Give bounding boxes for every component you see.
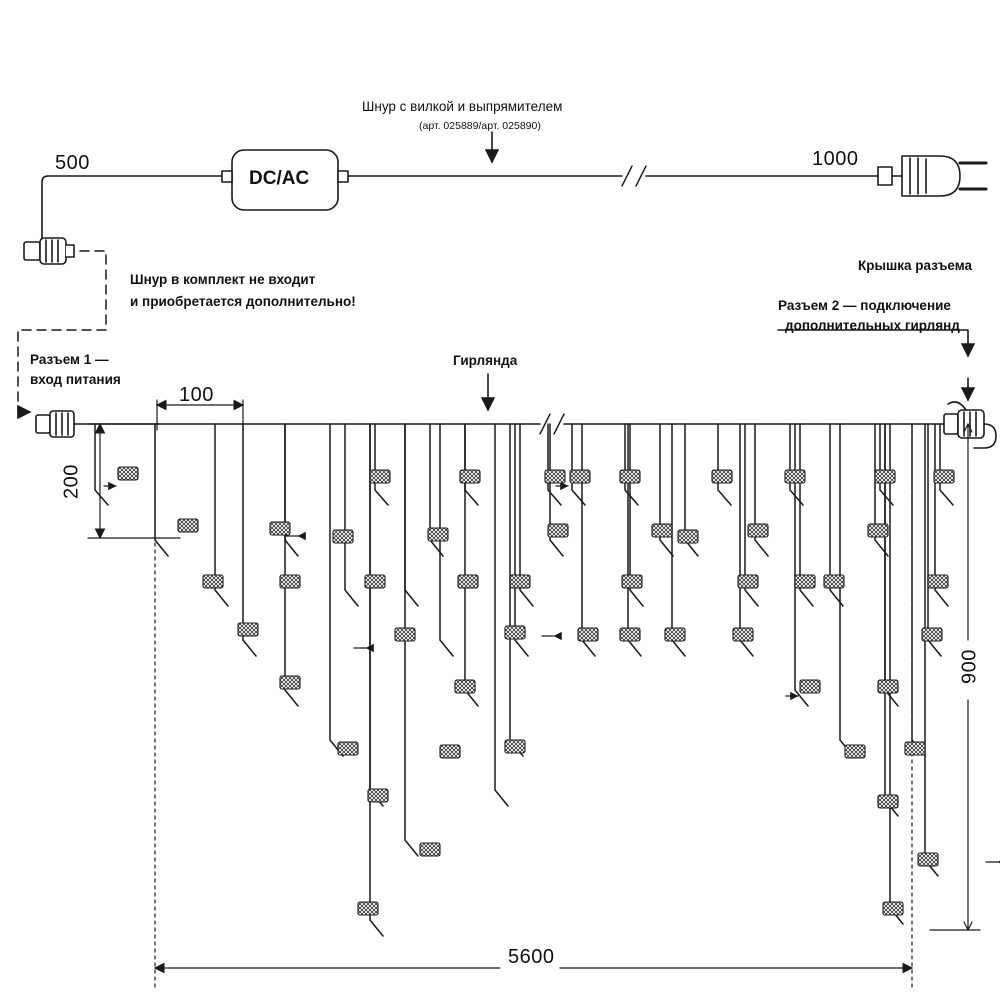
label-power-cord: Шнур с вилкой и выпрямителем (362, 99, 563, 114)
connector2-extra-garlands-icon (944, 402, 996, 448)
dimension-200 (88, 424, 180, 538)
label-adapter-dcac: DC/AC (249, 168, 310, 189)
label-note-not-included-1: Шнур в комплект не входит (130, 272, 316, 287)
power-connector-left-icon (24, 238, 74, 264)
connector1-power-input-icon (36, 411, 74, 437)
label-dim-5600: 5600 (508, 946, 555, 968)
label-power-cord-article: (арт. 025889/арт. 025890) (419, 120, 541, 132)
label-dim-1000: 1000 (812, 148, 859, 170)
garland-main-wire (62, 414, 944, 434)
dimension-5600 (155, 424, 912, 988)
icicle-strands (95, 424, 953, 936)
label-connector2-line1: Разъем 2 — подключение (778, 298, 951, 313)
power-cord-wire (42, 150, 878, 250)
label-dim-500: 500 (55, 152, 90, 174)
label-connector1-line2: вход питания (30, 372, 121, 387)
label-connector-cap: Крышка разъема (858, 258, 973, 273)
label-dim-100: 100 (179, 384, 214, 406)
label-note-not-included-2: и приобретается дополнительно! (130, 294, 356, 309)
label-connector1-line1: Разъем 1 — (30, 352, 109, 367)
label-dim-900: 900 (958, 649, 981, 684)
label-dim-200: 200 (60, 464, 83, 499)
optional-cord-dashed-path (18, 251, 106, 412)
label-garland: Гирлянда (453, 353, 518, 368)
mains-plug-icon (878, 156, 986, 196)
label-connector2-line2: дополнительных гирлянд (785, 318, 960, 333)
